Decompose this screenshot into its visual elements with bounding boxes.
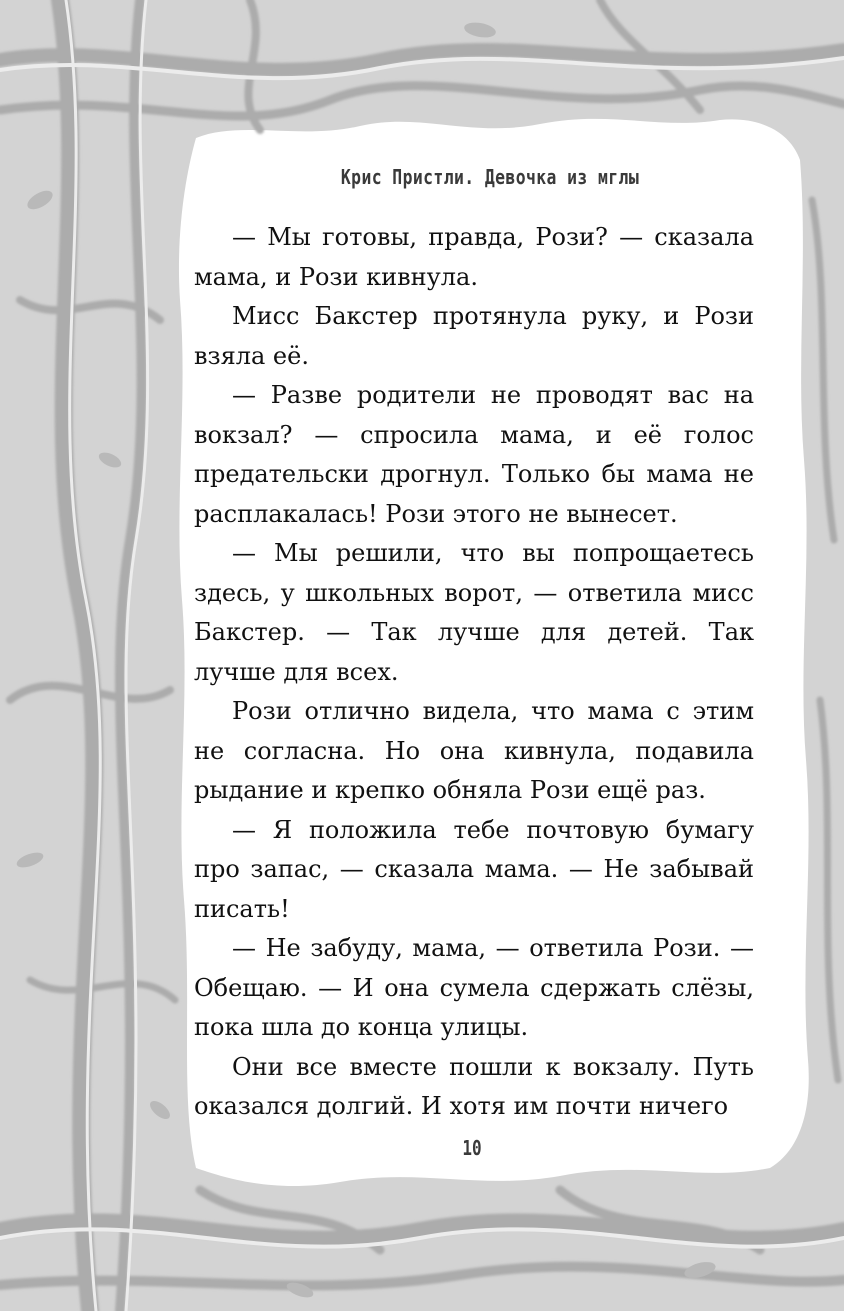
paragraph: — Разве родители не проводят вас на вокзал? — спросила мама, и её голос предательски дрогнул. Только бы мама не расплакалась! Рози этого не вынесет. <box>194 381 754 528</box>
paragraph: — Не забуду, мама, — ответила Рози. — Обещаю. — И она сумела сдержать слёзы, пока шла до конца улицы. <box>194 934 754 1041</box>
page-number: 10 <box>462 1136 482 1160</box>
paragraph: — Мы готовы, правда, Рози? — сказала мама, и Рози кивнула. <box>194 223 754 291</box>
paragraph: — Я положила тебе почтовую бумагу про запас, — сказала мама. — Не забывай писать! <box>194 815 754 923</box>
paragraph: Мисс Бакстер протянула руку, и Рози взяла её. <box>194 302 754 370</box>
running-title: Крис Пристли. Девочка из мглы <box>340 165 640 189</box>
body-text <box>194 218 754 1127</box>
paragraph: — Мы решили, что вы попрощаетесь здесь, у школьных ворот, — ответила мисс Бакстер. — Так лучше для детей. Так лучше для всех. <box>194 539 754 686</box>
paragraph: Рози отлично видела, что мама с этим не согласна. Но она кивнула, подавила рыдание и крепко обняла Рози ещё раз. <box>194 697 754 804</box>
paragraph: Они все вместе пошли к вокзалу. Путь оказался долгий. И хотя им почти ничего <box>194 1052 754 1120</box>
